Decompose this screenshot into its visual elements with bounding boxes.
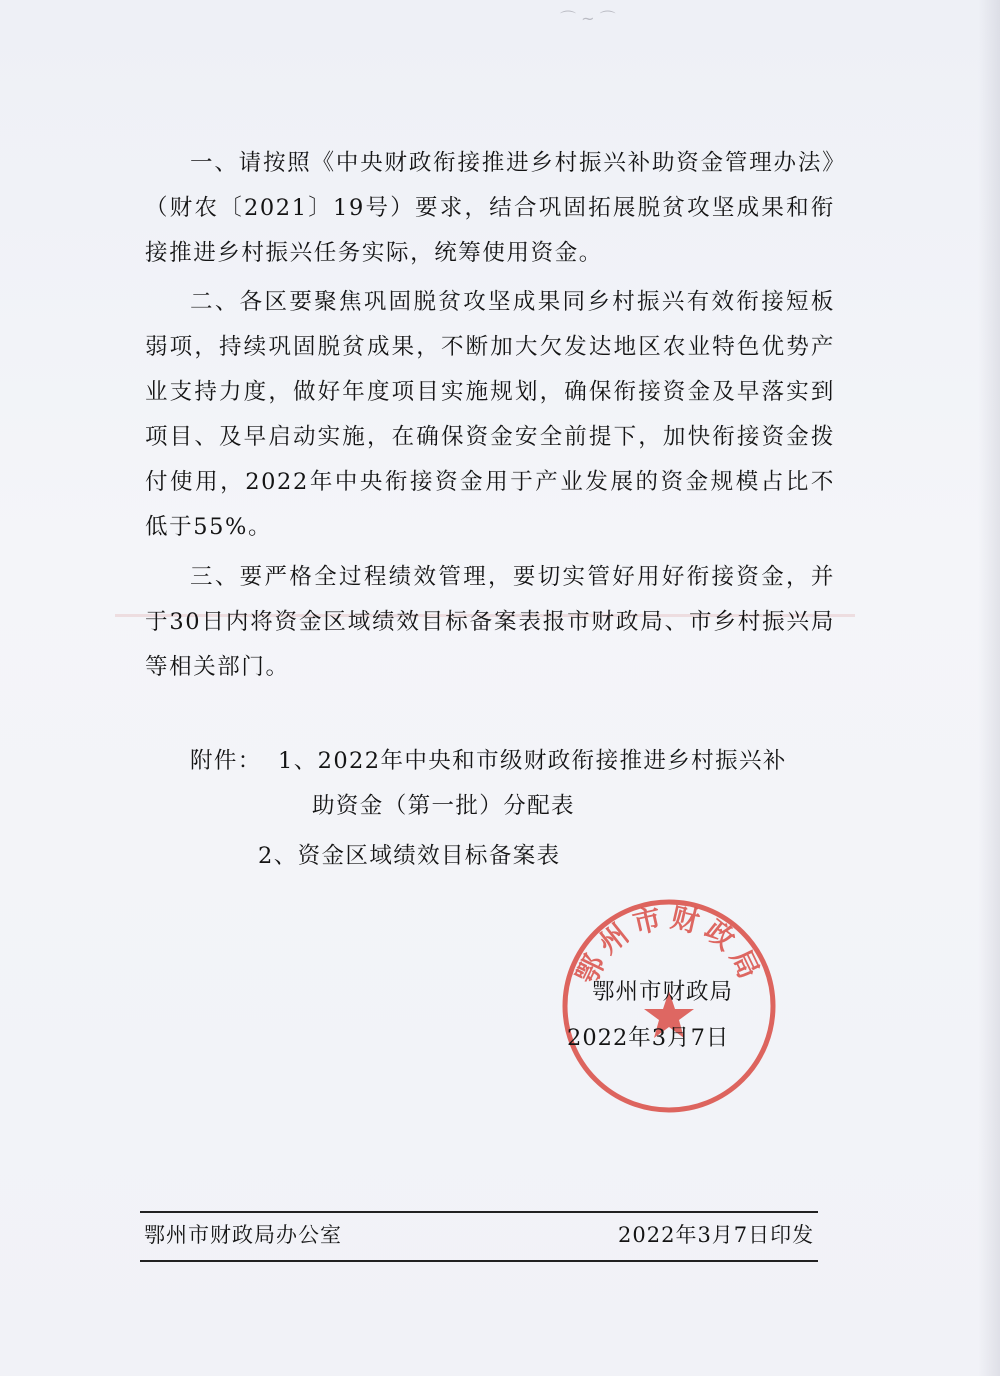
paragraph-one: 一、请按照《中央财政衔接推进乡村振兴补助资金管理办法》（财农〔2021〕19号）要求，结合巩固拓展脱贫攻坚成果和衔接推进乡村振兴任务实际，统筹使用资金。 [145,150,835,266]
attachment-item-1: 1、2022年中央和市级财政衔接推进乡村振兴补 [278,748,787,774]
issue-date: 2022年3月7日 [567,1025,730,1051]
footer-rule-bottom [140,1260,818,1262]
pencil-mark: ⌒ ~ ⌒ [560,9,616,28]
paragraph-two: 二、各区要聚焦巩固脱贫攻坚成果同乡村振兴有效衔接短板弱项，持续巩固脱贫成果，不断加大欠发达地区农业特色优势产业支持力度，做好年度项目实施规划，确保衔接资金及早落实到项目、及早启动实施，在确保资金安全前提下，加快衔接资金拨付使用，2022年中央衔接资金用于产业发展的资金规模占比不低于55%。 [145,289,835,540]
attachments-label: 附件： [190,748,262,774]
paragraph-three: 三、要严格全过程绩效管理，要切实管好用好衔接资金，并于30日内将资金区域绩效目标备案表报市财政局、市乡村振兴局等相关部门。 [145,564,835,680]
footer-office: 鄂州市财政局办公室 [144,1223,342,1247]
footer-rule-top [140,1211,818,1213]
attachment-item-2: 2、资金区域绩效目标备案表 [258,843,561,869]
page-edge-shadow [978,0,1000,1376]
official-seal-icon [558,895,780,1117]
footer-print-date: 2022年3月7日印发 [618,1223,815,1247]
seal-text: 鄂州市财政局 [569,900,769,990]
attachment-item-1-continued: 助资金（第一批）分配表 [312,793,575,819]
issuer-name: 鄂州市财政局 [592,979,734,1005]
